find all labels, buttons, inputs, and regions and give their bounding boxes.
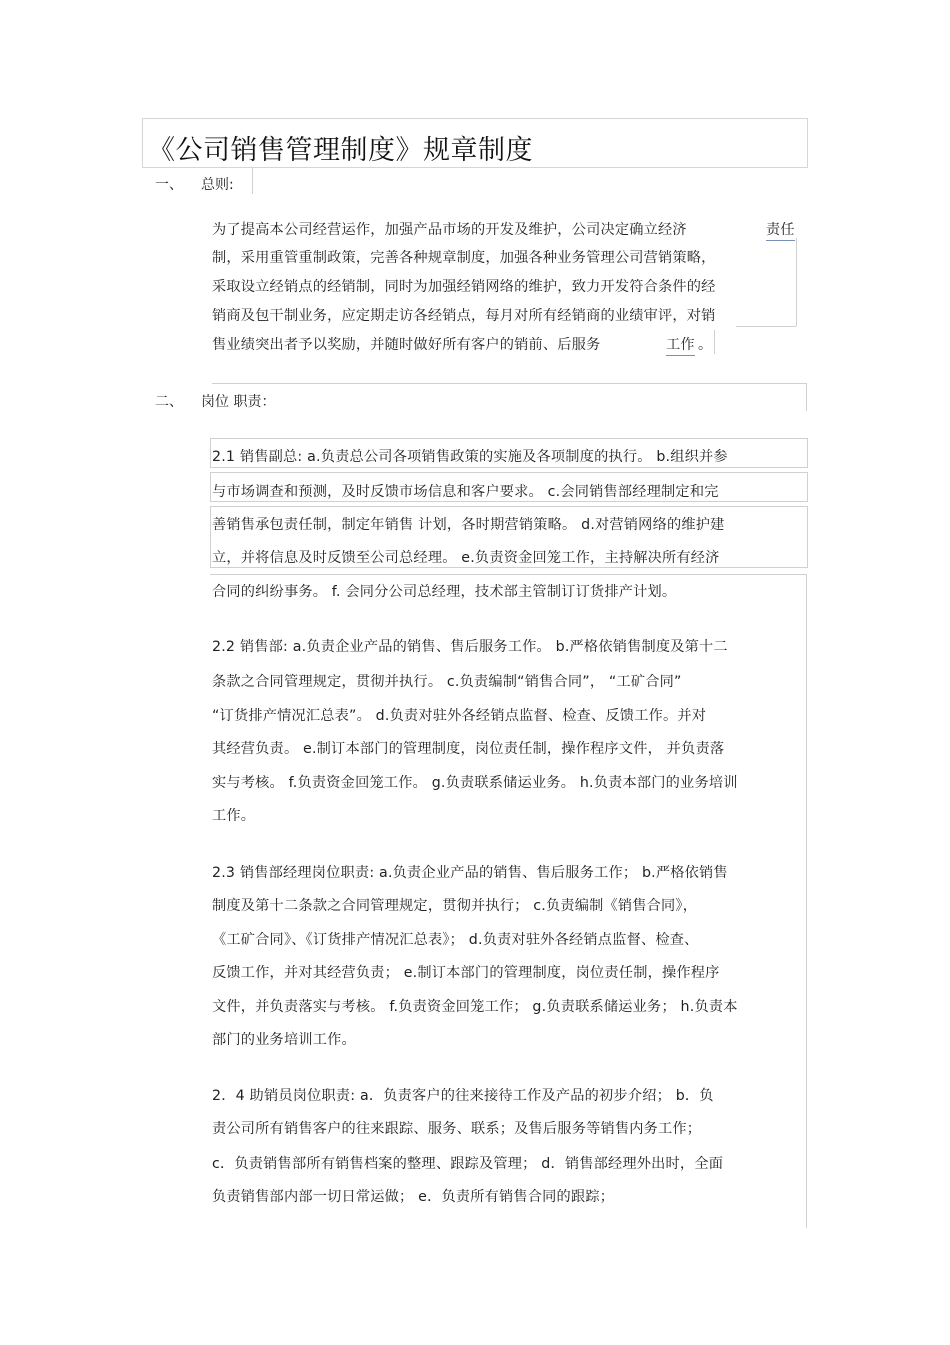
p24-line: 负责销售部内部一切日常运做； e．负责所有销售合同的跟踪； <box>212 1189 615 1205</box>
p24-line: c．负责销售部所有销售档案的整理、跟踪及管理； d．销售部经理外出时，全面 <box>212 1156 724 1172</box>
page-title: 《公司销售管理制度》规章制度 <box>148 135 533 166</box>
p23-line: 《工矿合同》、《订货排产情况汇总表》； d.负责对驻外各经销点监督、检查、 <box>212 932 699 948</box>
field-marker <box>212 383 806 384</box>
section2-number: 二、 <box>155 394 183 410</box>
section1-line5-tail: 工作 <box>666 334 695 356</box>
p23-line: 部门的业务培训工作。 <box>212 1032 356 1048</box>
section1-line1-tail: 责任 <box>766 219 795 241</box>
p24-line: 责公司所有销售客户的往来跟踪、服务、联系；及售后服务等销售内务工作； <box>212 1121 702 1137</box>
field-marker <box>210 574 806 575</box>
field-marker <box>806 383 807 411</box>
p22-line: “订货排产情况汇总表”。 d.负责对驻外各经销点监督、检查、反馈工作。并对 <box>212 708 707 724</box>
field-marker <box>796 238 797 326</box>
p24-line: 2．4 助销员岗位职责: a．负责客户的往来接待工作及产品的初步介绍； b．负 <box>212 1088 714 1104</box>
section1-heading: 总则: <box>201 177 234 193</box>
p22-line: 工作。 <box>212 808 256 824</box>
p21-line: 立，并将信息及时反馈至公司总经理。 e.负责资金回笼工作，主持解决所有经济 <box>212 550 720 566</box>
p23-line: 文件，并负责落实与考核。 f.负责资金回笼工作； g.负责联系储运业务； h.负责本 <box>212 999 738 1015</box>
section1-line: 销商及包干制业务，应定期走访各经销点，每月对所有经销商的业绩审评，对销 <box>212 308 716 324</box>
p22-line: 条款之合同管理规定，贯彻并执行。 c.负责编制“销售合同”， “工矿合同” <box>212 674 682 690</box>
p21-line: 善销售承包责任制，制定年销售 计划，各时期营销策略。 d.对营销网络的维护建 <box>212 517 725 533</box>
p23-line: 反馈工作，并对其经营负责； e.制订本部门的管理制度，岗位责任制，操作程序 <box>212 965 720 981</box>
p23-line: 2.3 销售部经理岗位职责: a.负责企业产品的销售、售后服务工作； b.严格依销售 <box>212 865 728 881</box>
p22-line: 2.2 销售部: a.负责企业产品的销售、售后服务工作。 b.严格依销售制度及第十二 <box>212 639 728 655</box>
section1-line5-end: 。 <box>698 337 713 353</box>
field-marker <box>252 168 253 194</box>
section1-number: 一、 <box>155 177 183 193</box>
p21-line: 合同的纠纷事务。 f. 会同分公司总经理，技术部主管制订订货排产计划。 <box>212 584 677 600</box>
section1-line: 采取设立经销点的经销制，同时为加强经销网络的维护，致力开发符合条件的经 <box>212 279 716 295</box>
field-marker <box>806 574 807 1228</box>
section1-line: 制，采用重管重制政策，完善各种规章制度，加强各种业务管理公司营销策略， <box>212 250 716 266</box>
p21-line: 2.1 销售副总: a.负责总公司各项销售政策的实施及各项制度的执行。 b.组织并参 <box>212 449 728 465</box>
field-marker <box>714 330 715 354</box>
field-marker <box>736 326 796 327</box>
p22-line: 其经营负责。 e.制订本部门的管理制度，岗位责任制，操作程序文件， 并负责落 <box>212 741 725 757</box>
section1-line: 为了提高本公司经营运作，加强产品市场的开发及维护，公司决定确立经济 <box>212 222 687 238</box>
p22-line: 实与考核。 f.负责资金回笼工作。 g.负责联系储运业务。 h.负责本部门的业务培训 <box>212 775 738 791</box>
section1-line: 售业绩突出者予以奖励，并随时做好所有客户的销前、后服务 <box>212 337 601 353</box>
p23-line: 制度及第十二条款之合同管理规定，贯彻并执行； c.负责编制《销售合同》， <box>212 898 698 914</box>
section2-heading: 岗位 职责： <box>201 394 276 410</box>
p21-line: 与市场调查和预测，及时反馈市场信息和客户要求。 c.会同销售部经理制定和完 <box>212 484 719 500</box>
